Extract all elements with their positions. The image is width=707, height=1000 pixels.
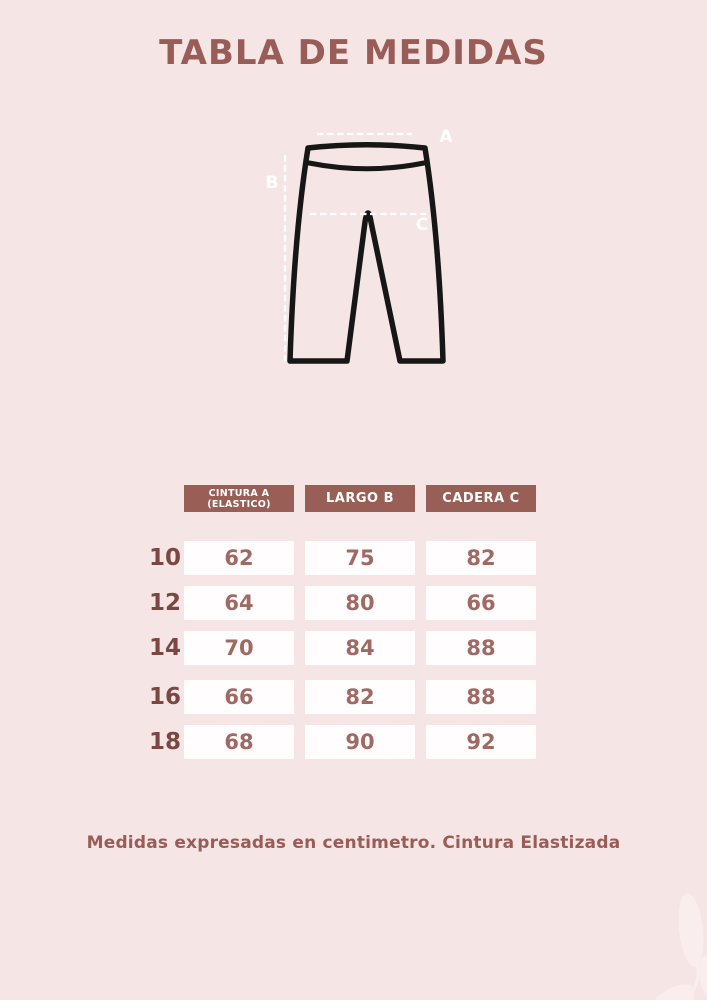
waistband-seam	[309, 163, 424, 169]
measure-label-c: C	[415, 215, 429, 235]
cell-cadera-c: 82	[426, 541, 536, 575]
column-header-largo-b	[305, 485, 415, 512]
cell-largo-b: 80	[305, 586, 415, 620]
cell-cintura-a: 64	[184, 586, 294, 620]
pants-measurement-diagram	[250, 115, 470, 385]
pants-body-outline	[290, 145, 443, 361]
table-row-size-18	[146, 725, 536, 759]
cell-cadera-c: 88	[426, 680, 536, 714]
cell-largo-b: 82	[305, 680, 415, 714]
size-label: 10	[148, 545, 181, 571]
table-row-size-10	[146, 541, 536, 575]
table-row-size-14	[146, 631, 536, 665]
leaf-decoration-icon	[587, 860, 707, 1000]
page-title: TABLA DE MEDIDAS	[159, 33, 548, 73]
table-row-size-12	[146, 586, 536, 620]
column-header-cintura-a-line2: (ELASTICO)	[207, 498, 271, 510]
measure-label-a: A	[439, 127, 453, 147]
table-header-row	[146, 485, 536, 512]
cell-largo-b: 84	[305, 631, 415, 665]
pants-outline-icon	[250, 115, 470, 385]
cell-cadera-c: 92	[426, 725, 536, 759]
footer-note: Medidas expresadas en centimetro. Cintura Elastizada	[86, 833, 621, 853]
column-header-cadera-c	[426, 485, 536, 512]
column-header-cintura-a-line1: CINTURA A	[208, 487, 270, 499]
column-header-cintura-a	[184, 485, 294, 512]
cell-cadera-c: 88	[426, 631, 536, 665]
table-row-size-16	[146, 680, 536, 714]
cell-cintura-a: 68	[184, 725, 294, 759]
column-header-largo-b-label: LARGO B	[325, 491, 394, 506]
measure-label-b: B	[265, 173, 279, 193]
size-label: 14	[148, 635, 181, 661]
size-table	[146, 485, 536, 759]
cell-cintura-a: 66	[184, 680, 294, 714]
cell-largo-b: 75	[305, 541, 415, 575]
size-label: 18	[148, 729, 181, 755]
size-label: 16	[148, 684, 181, 710]
cell-cadera-c: 66	[426, 586, 536, 620]
size-label: 12	[148, 590, 181, 616]
cell-cintura-a: 70	[184, 631, 294, 665]
cell-largo-b: 90	[305, 725, 415, 759]
column-header-cadera-c-label: CADERA C	[442, 491, 520, 506]
cell-cintura-a: 62	[184, 541, 294, 575]
